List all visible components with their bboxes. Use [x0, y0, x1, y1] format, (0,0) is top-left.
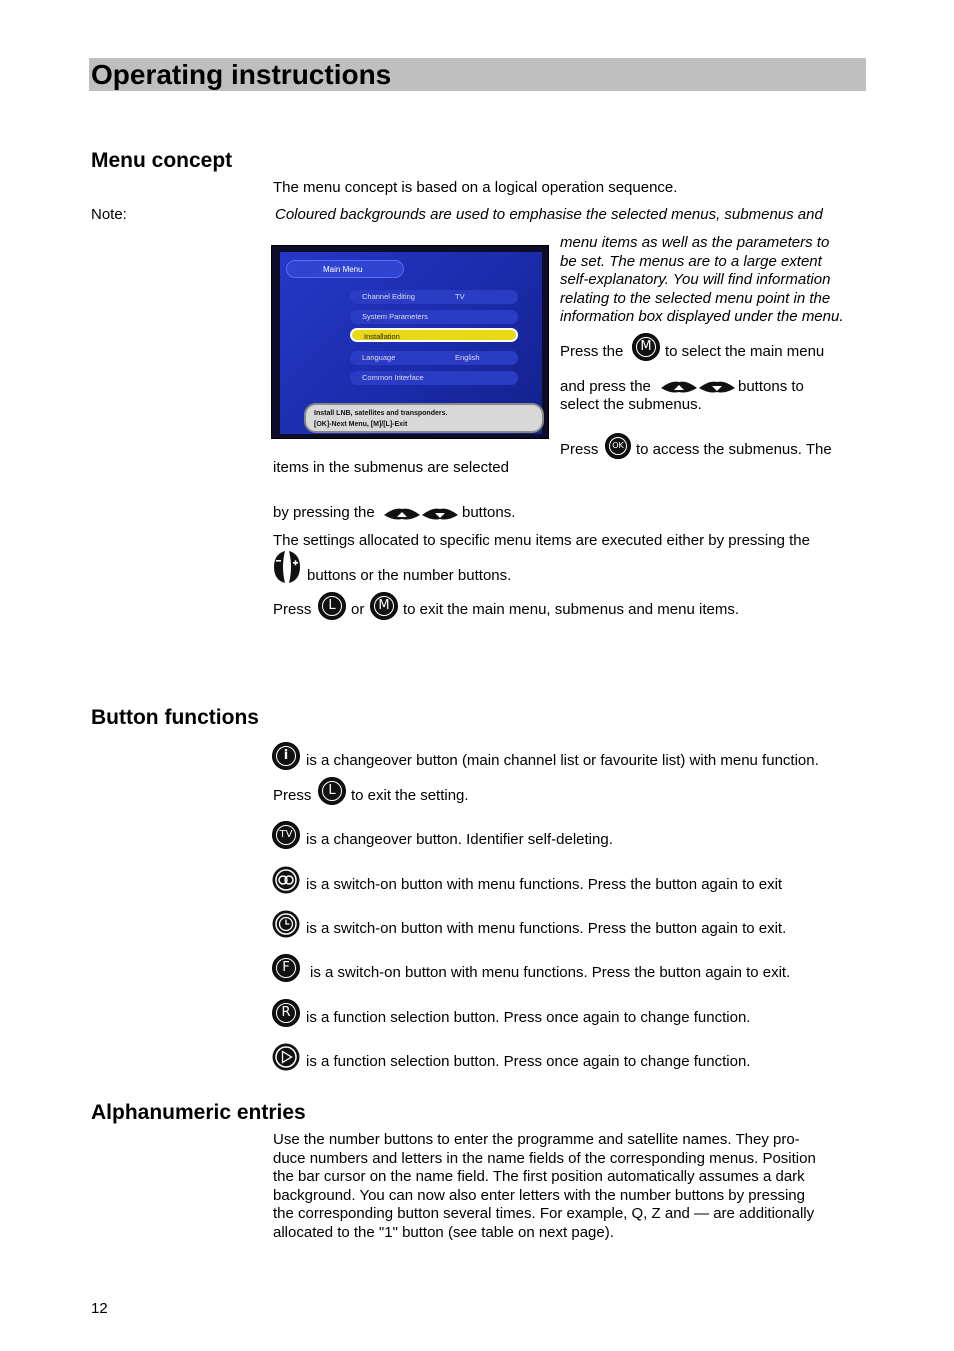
alphanumeric-line: the corresponding button several times. For example, Q, Z and — are additionally [273, 1205, 815, 1222]
l-button-icon-2 [318, 777, 346, 805]
clock-button-icon [272, 910, 300, 943]
screenshot-menu-item-selected [350, 328, 518, 342]
and-press-the-text: and press the [560, 378, 651, 395]
screenshot-info-box [304, 403, 544, 433]
button-functions-heading: Button functions [91, 706, 259, 729]
tv-button-icon [272, 821, 300, 849]
press-ok-text: Press [560, 441, 599, 458]
stereo-button-icon [272, 866, 300, 899]
info-button-icon [272, 742, 300, 770]
number-buttons-text: buttons or the number buttons. [307, 567, 512, 584]
r-button-icon [272, 999, 300, 1027]
stereo-button-text: is a switch-on button with menu functions. Press the button again to exit [306, 876, 783, 893]
screenshot-menu-item [350, 351, 518, 365]
l-icon-glyph: L [322, 596, 342, 616]
screenshot-item-value: TV [455, 292, 465, 301]
menu-concept-heading: Menu concept [91, 149, 233, 172]
exit-text: to exit the main menu, submenus and menu items. [403, 601, 740, 618]
screenshot-main-menu-title: Main Menu [286, 260, 404, 278]
f-button-icon [272, 954, 300, 982]
up-down-buttons-icon-2 [384, 507, 458, 528]
clock-button-text: is a switch-on button with menu functions. Press the button again to exit. [306, 920, 787, 937]
alphanumeric-line: the bar cursor on the name field. The first position automatically assumes a dark [273, 1168, 805, 1185]
note-line: relating to the selected menu point in the [560, 290, 831, 307]
screenshot-item-label: System Parameters [362, 312, 428, 321]
screenshot-item-label: Installation [364, 332, 400, 341]
screenshot-item-label: Language [362, 353, 396, 362]
note-line1: Coloured backgrounds are used to emphasise the selected menus, submenus and [275, 206, 823, 223]
f-icon-glyph: F [276, 958, 296, 978]
note-line: menu items as well as the parameters to [560, 234, 830, 251]
i-button-text: is a changeover button (main channel list or favourite list) with menu function. [306, 752, 819, 769]
press-the-text: Press the [560, 343, 624, 360]
or-text: or [351, 601, 365, 618]
buttons-to-text: buttons to [738, 378, 804, 395]
exit-setting-text: to exit the setting. [351, 787, 469, 804]
select-submenus-text: select the submenus. [560, 396, 702, 413]
page-title: Operating instructions [91, 59, 392, 90]
menu-concept-intro: The menu concept is based on a logical operation sequence. [273, 179, 678, 196]
press-l-exit-text: Press [273, 787, 312, 804]
screenshot-panel [280, 252, 542, 434]
select-main-text: to select the main menu [665, 343, 825, 360]
ok-icon-glyph: OK [609, 437, 627, 455]
m-icon-glyph: M [374, 596, 394, 616]
alphanumeric-line: Use the number buttons to enter the programme and satellite names. They pro- [273, 1131, 800, 1148]
i-icon-glyph: i [276, 746, 296, 766]
screenshot-item-value: English [455, 353, 480, 362]
screenshot-item-label: Common Interface [362, 373, 424, 382]
main-menu-screenshot [271, 245, 549, 439]
r-icon-glyph: R [276, 1003, 296, 1023]
press-l-text: Press [273, 601, 312, 618]
note-line: information box displayed under the menu. [560, 308, 844, 325]
m-icon-glyph: M [636, 337, 656, 357]
items-selected-text: items in the submenus are selected [273, 459, 509, 476]
r-button-text: is a function selection button. Press once again to change function. [306, 1009, 751, 1026]
alphanumeric-line: background. You can now also enter letters with the number buttons by pressing [273, 1186, 805, 1204]
buttons-dot-text: buttons. [462, 504, 516, 521]
tv-button-text: is a changeover button. Identifier self-deleting. [306, 831, 613, 848]
screenshot-menu-item [350, 290, 518, 304]
screenshot-info-line2: [OK]-Next Menu, [M]/[L]-Exit [314, 421, 408, 428]
l-button-icon [318, 592, 346, 620]
alphanumeric-paragraph [273, 1131, 863, 1242]
m-button-icon [632, 333, 660, 361]
m-button-icon-2 [370, 592, 398, 620]
alphanumeric-heading: Alphanumeric entries [91, 1101, 306, 1124]
press-m-line1 [560, 343, 623, 361]
minus-plus-buttons-icon [272, 550, 302, 589]
access-submenus-text: to access the submenus. The [636, 441, 832, 458]
page-number: 12 [91, 1300, 108, 1317]
note-label: Note: [91, 206, 127, 223]
alphanumeric-line: duce numbers and letters in the name fields of the corresponding menus. Position [273, 1149, 816, 1167]
title-bar [89, 58, 866, 91]
screenshot-info-line1: Install LNB, satellites and transponders. [314, 410, 448, 417]
alphanumeric-line: allocated to the "1" button (see table on next page). [273, 1223, 614, 1241]
play-button-text: is a function selection button. Press once again to change function. [306, 1053, 751, 1070]
f-button-text: is a switch-on button with menu functions. Press the button again to exit. [310, 964, 791, 981]
screenshot-item-label: Channel Editing [362, 292, 415, 301]
note-line: self-explanatory. You will find information [560, 271, 831, 288]
tv-icon-glyph: TV [276, 825, 296, 845]
settings-line: The settings allocated to specific menu items are executed either by pressing the [273, 532, 810, 549]
screenshot-menu-item [350, 371, 518, 385]
play-button-icon [272, 1043, 300, 1076]
note-line: be set. The menus are to a large extent [560, 253, 822, 270]
by-pressing-text: by pressing the [273, 504, 375, 521]
l-icon-glyph: L [322, 781, 342, 801]
screenshot-menu-item [350, 310, 518, 324]
ok-button-icon [605, 433, 631, 459]
